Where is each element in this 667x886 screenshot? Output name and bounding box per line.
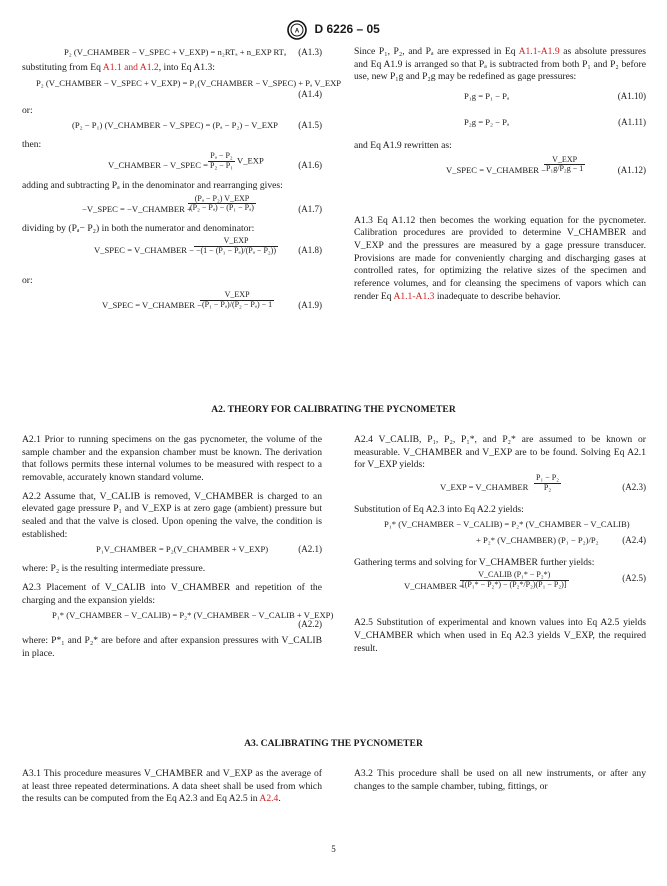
equation-a1-12: V_SPEC = V_CHAMBER − $\frac{\text{V\_EXP}}{\text{P₁g/P₂g − 1}}$ (A1.12) — [446, 154, 646, 175]
page-header — [0, 20, 667, 40]
equation-a1-4: P₂ (V_CHAMBER − V_SPEC + V_EXP) = P₁(V_CHAMBER − V_SPEC) + Pₐ V_EXP (A1.4) — [36, 77, 342, 99]
text-where-p1star: where: P*₁ and P₂* are before and after expansion pressures with V_CALIB in place. — [22, 635, 322, 659]
link-a2-4[interactable]: A2.4 — [259, 793, 279, 805]
text-rewritten: and Eq A1.9 rewritten as: — [354, 139, 452, 151]
text-dividing: dividing by (Pₐ− P₂) in both the numerator and denominator: — [22, 222, 255, 234]
link-a1-1-a1-9[interactable]: A1.1-A1.9 — [518, 46, 560, 57]
text-or-2: or: — [22, 275, 33, 287]
para-a3-2: A3.2 This procedure shall be used on all new instruments, or after any changes to the sample chamber, tubing, fittings, or — [354, 768, 646, 792]
para-a2-4: A2.4 V_CALIB, P₁, P₂, P₁*, and P₂* are assumed to be known or measurable. V_CHAMBER and V_EXP are to be found. Solving Eq A2.1 for V_EXP yields: — [354, 434, 646, 471]
text-a1-3: A1.3 Eq A1.12 then becomes the working equation for the pycnometer. Calibration procedures are provided to determine V_CHAMBER and V_EXP and the pressures are measured by a gage pressure transducer. Provisions are made for conveniently charging and discharging gases at controlled rates, for optimizing the relative sizes of the specimen and reference volumes, and for cleansing the specimens of vapors which can render Eq A1.1-A1.3 inadequate to describe behavior. — [354, 214, 646, 302]
equation-a1-5: (P₂ − P₁) (V_CHAMBER − V_SPEC) = (Pₐ − P₂) − V_EXP (A1.5) — [72, 120, 322, 131]
text-since-p1-p2: Since P₁, P₂, and Pₐ are expressed in Eq A1.1-A1.9 as absolute pressures and Eq A1.9 is arranged so that Pₐ is subtracted from both P₁ and P₂ before use, new P₁g and P₂g may be redefined as gage pressures: — [354, 46, 647, 83]
equation-a2-4: P₁* (V_CHAMBER − V_CALIB) = P₂* (V_CHAMBER − V_CALIB) + P₂* (V_CHAMBER) (P₁ − P₂)/P₂ (A2.4) — [384, 518, 646, 545]
left-column-top — [22, 44, 342, 328]
astm-logo-icon — [287, 20, 307, 40]
text-substitution: Substitution of Eq A2.3 into Eq A2.2 yields: — [354, 503, 524, 515]
equation-a2-3: V_EXP = V_CHAMBER $\frac{\text{P₁ − P₂}}{\text{P₂}}$ (A2.3) — [440, 472, 646, 492]
a3-right-column — [354, 768, 646, 793]
equation-a1-6: V_CHAMBER − V_SPEC = $\frac{\text{Pₐ − P₂}}{\text{P₂ − P₁}}$ V_EXP (A1.6) — [108, 150, 322, 170]
para-a2-2: A2.2 Assume that, V_CALIB is removed, V_CHAMBER is charged to an elevated gage pressure P₁ and V_EXP is at zero gage (ambient) pressure but sealed and that the valve is closed. Upon opening the valve, the condition is established: — [22, 490, 322, 540]
link-a1-1-a1-2[interactable]: A1.1 and A1.2 — [102, 62, 159, 73]
a2-right-column — [354, 434, 646, 655]
equation-a1-10: P₁g = P₁ − Pₐ (A1.10) — [464, 90, 646, 101]
equation-a1-3: P₂ (V_CHAMBER − V_SPEC + V_EXP) = n₂RTₐ + n_EXP RTₐ (A1.3) — [64, 47, 322, 57]
text-substituting: substituting from Eq A1.1 and A1.2, into Eq A1.3: — [22, 62, 215, 73]
document-designation: D 6226 – 05 — [314, 22, 380, 37]
para-a2-5: A2.5 Substitution of experimental and known values into Eq A2.5 yields V_CHAMBER which when used in Eq A2.3 yields V_EXP, the required result. — [354, 617, 646, 654]
page-number: 5 — [331, 844, 336, 855]
section-heading-a3: A3. CALIBRATING THE PYCNOMETER — [244, 738, 423, 749]
equation-a1-11: P₂g = P₂ − Pₐ (A1.11) — [464, 116, 646, 127]
a2-left-column — [22, 434, 334, 661]
equation-a2-5: V_CHAMBER = $\frac{\text{V\_CALIB (P₁* − P₂*)}}{\text{[(P₁* − P₂*) − (P₂*/P₂)(P₁ − P₂)]}}$ (A2.5) — [404, 570, 646, 592]
section-heading-a2: A2. THEORY FOR CALIBRATING THE PYCNOMETER — [211, 404, 456, 415]
para-a2-3: A2.3 Placement of V_CALIB into V_CHAMBER and repetition of the charging and the expansion yields: — [22, 581, 322, 606]
svg-text:A: A — [294, 28, 300, 35]
right-column-top — [354, 46, 646, 303]
para-a3-1: A3.1 This procedure measures V_CHAMBER and V_EXP as the average of at least three repeated determinations. A data sheet shall be used from which the results can be computed from the Eq A2.3 and Eq A2.5 in A2.4. — [22, 768, 322, 805]
para-a2-1: A2.1 Prior to running specimens on the gas pycnometer, the volume of the sample chamber and the expansion chamber must be known. The derivation that follows permits these internal volumes to be measured with respect to a removable, accurately known standard volume. — [22, 434, 322, 483]
equation-a2-2: P₁* (V_CHAMBER − V_CALIB) = P₂* (V_CHAMBER − V_CALIB + V_EXP) (A2.2) — [52, 610, 334, 630]
text-then: then: — [22, 139, 42, 151]
a3-left-column — [22, 768, 322, 806]
text-adding-subtracting: adding and subtracting Pₐ in the denominator and rearranging gives: — [22, 179, 283, 191]
text-where-p2: where: P₂ is the resulting intermediate pressure. — [22, 563, 206, 575]
text-or-1: or: — [22, 104, 33, 116]
text-gathering: Gathering terms and solving for V_CHAMBER further yields: — [354, 556, 595, 568]
equation-a2-1: P₁V_CHAMBER = P₂(V_CHAMBER + V_EXP) (A2.1) — [96, 544, 322, 555]
equation-a1-8: V_SPEC = V_CHAMBER − $\frac{\text{V\_EXP}}{\text{−(1 − (P₁ − Pₐ)/(Pₐ − P₂))}}$ (A1.8) — [94, 236, 322, 256]
link-a1-1-a1-3[interactable]: A1.1-A1.3 — [393, 290, 435, 302]
equation-a1-9: V_SPEC = V_CHAMBER − $\frac{\text{V\_EXP}}{\text{(P₁ − Pₐ)/(P₂ − Pₐ) − 1}}$ (A1.9) — [102, 289, 322, 310]
equation-a1-7: −V_SPEC = −V_CHAMBER + $\frac{\text{(Pₐ − P₂) V\_EXP}}{\text{(P₂ − Pₐ) − (P₁ − Pₐ)}}$ (A1.7) — [82, 193, 322, 214]
